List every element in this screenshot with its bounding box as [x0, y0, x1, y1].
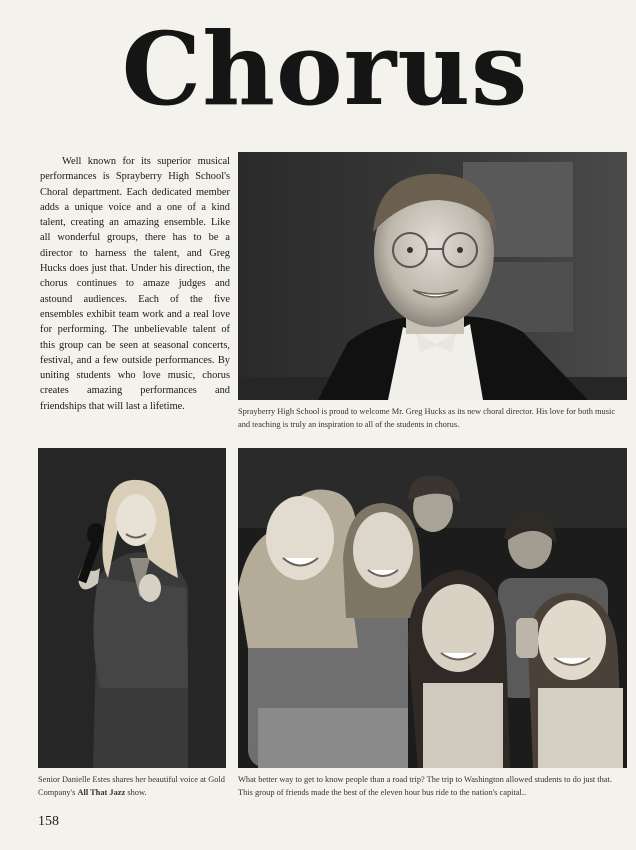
friends-photo [238, 448, 627, 768]
singer-caption-show-name: All That Jazz [77, 787, 126, 797]
singer-caption-end: show. [125, 787, 147, 797]
director-caption: Sprayberry High School is proud to welcome Mr. Greg Hucks as its new choral director. His love for both music and teaching is truly an inspiration to all of the students in chorus. [238, 407, 616, 429]
friends-caption: What better way to get to know people than a road trip? The trip to Washington allowed students to do just that. This group of friends made the best of the eleven hour bus ride to the nation's capital.. [238, 775, 612, 797]
page-title: Chorus [121, 10, 529, 128]
singer-caption [38, 774, 228, 799]
director-photo [238, 152, 627, 400]
page-number: 158 [38, 814, 59, 829]
article-body: Well known for its superior musical performances is Sprayberry High School's Choral department. Each dedicated member adds a unique voice and a one of a kind talent, creating an amazing ensemble. Like all wonderful groups, there has to be a director to harness the talent, and Greg Hucks does just that. Under his direction, the chorus continues to amaze judges and astound audiences. Each of the five ensembles exhibit team work and a real love for performing. The unbelievable talent of this group can be seen at seasonal concerts, festival, and a few outside performances. By uniting students who love music, chorus creates amazing performances and friendships that will last a lifetime. [40, 156, 230, 412]
singer-caption-text: Senior Danielle Estes shares her beautiful voice at Gold Company's [38, 775, 225, 797]
singer-photo [38, 448, 226, 768]
